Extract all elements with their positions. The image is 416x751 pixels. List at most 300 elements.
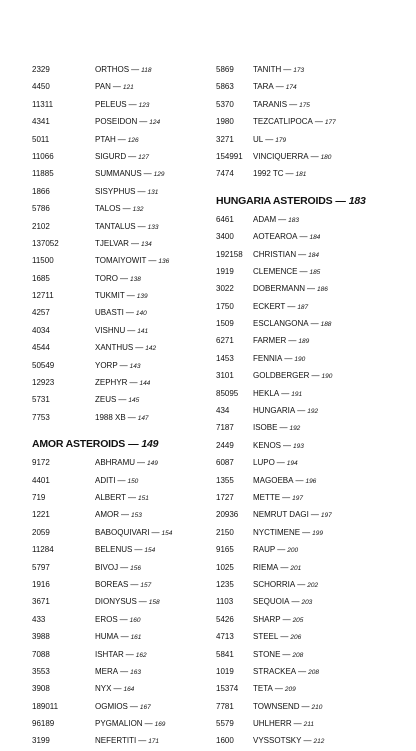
page-number: 208	[308, 668, 319, 676]
asteroid-name: VISHNU	[95, 325, 126, 335]
asteroid-number: 3400	[216, 232, 234, 242]
entry-dash: —	[120, 632, 129, 642]
asteroid-name: ZEPHYR	[95, 378, 128, 388]
asteroid-number: 20936	[216, 510, 239, 520]
page-number: 145	[128, 397, 140, 405]
entry-dash: —	[120, 562, 129, 572]
asteroid-name: SHARP	[253, 614, 281, 624]
page-number: 199	[312, 529, 323, 537]
asteroid-name: PELEUS	[95, 99, 127, 109]
index-entry	[32, 78, 202, 95]
page-number: 175	[299, 101, 310, 109]
index-entry	[32, 489, 202, 506]
asteroid-entry-text	[95, 96, 149, 114]
asteroid-entry-text	[253, 628, 301, 646]
page-number: 189	[298, 338, 310, 346]
asteroid-name: STEEL	[253, 632, 279, 642]
asteroid-name: ECKERT	[253, 301, 286, 311]
page-number: 126	[127, 136, 139, 144]
entry-dash: —	[280, 562, 289, 572]
page-number: 212	[313, 738, 325, 746]
entry-dash: —	[117, 475, 126, 485]
asteroid-entry-text	[95, 732, 159, 750]
asteroid-name: SUMMANUS	[95, 169, 142, 179]
index-entry	[216, 454, 396, 471]
page-number: 191	[291, 390, 303, 398]
asteroid-number: 1916	[32, 579, 50, 589]
asteroid-entry-text	[253, 211, 299, 229]
asteroid-name: AOTEAROA	[253, 232, 298, 242]
entry-dash: —	[119, 360, 128, 370]
asteroid-entry-text	[253, 298, 308, 316]
section-dash: —	[335, 194, 346, 207]
page-number: 139	[136, 293, 148, 301]
index-entry	[32, 200, 202, 217]
page-number: 194	[286, 460, 298, 468]
index-entry	[216, 367, 396, 384]
asteroid-number: 11066	[32, 151, 54, 161]
asteroid-number: 5797	[32, 562, 50, 572]
index-entry	[32, 131, 202, 148]
asteroid-entry-text	[253, 113, 336, 131]
entry-dash: —	[297, 406, 306, 416]
asteroid-number: 4257	[32, 308, 50, 318]
entry-dash: —	[282, 649, 291, 659]
index-entry	[216, 298, 396, 315]
asteroid-name: MAGOEBA	[253, 475, 294, 485]
asteroid-name: ISHTAR	[95, 649, 124, 659]
index-entry	[216, 732, 396, 749]
asteroid-name: CLEMENCE	[253, 266, 298, 276]
asteroid-number: 12923	[32, 378, 55, 388]
asteroid-name: YORP	[95, 360, 118, 370]
index-entry	[32, 391, 202, 408]
index-entry	[216, 628, 396, 645]
page-number: 141	[137, 327, 149, 335]
entry-dash: —	[274, 684, 283, 694]
asteroid-name: 1988 XB	[95, 412, 126, 422]
entry-dash: —	[128, 151, 137, 161]
index-entry	[216, 541, 396, 558]
page-number: 186	[317, 286, 328, 294]
asteroid-entry-text	[95, 339, 156, 357]
asteroid-name: UBASTI	[95, 308, 124, 318]
asteroid-number: 1866	[32, 186, 50, 196]
entry-dash: —	[288, 336, 297, 346]
asteroid-name: NEMRUT DAGI	[253, 510, 309, 520]
entry-dash: —	[287, 301, 296, 311]
entry-dash: —	[282, 614, 291, 624]
asteroid-entry-text	[253, 559, 301, 577]
entry-dash: —	[279, 423, 288, 433]
asteroid-entry-text	[95, 698, 151, 716]
asteroid-number: 4034	[32, 325, 50, 335]
asteroid-entry-text	[253, 419, 300, 437]
section-heading	[216, 183, 396, 211]
asteroid-name: ZEUS	[95, 395, 117, 405]
asteroid-number: 5869	[216, 65, 234, 74]
asteroid-entry-text	[253, 246, 319, 264]
asteroid-name: SEQUOIA	[253, 597, 290, 607]
asteroid-entry-text	[253, 315, 331, 333]
asteroid-number: 11311	[32, 99, 54, 109]
asteroid-name: PTAH	[95, 134, 116, 144]
index-entry	[216, 715, 396, 732]
index-entry	[32, 409, 202, 426]
page-number: 169	[154, 721, 166, 729]
index-entry	[32, 646, 202, 663]
asteroid-number: 1509	[216, 319, 234, 329]
asteroid-name: FENNIA	[253, 353, 283, 363]
asteroid-number: 1453	[216, 353, 234, 363]
asteroid-entry-text	[95, 78, 134, 96]
entry-dash: —	[284, 353, 293, 363]
page-number: 190	[294, 355, 306, 363]
entry-dash: —	[301, 701, 310, 711]
entry-dash: —	[311, 371, 320, 381]
asteroid-name: TORO	[95, 273, 118, 283]
page-number: 121	[122, 84, 134, 92]
entry-dash: —	[298, 249, 307, 259]
index-entry	[216, 350, 396, 367]
index-entry	[32, 506, 202, 523]
index-entry	[216, 211, 396, 228]
page-number: 177	[324, 119, 336, 127]
index-entry	[216, 663, 396, 680]
entry-dash: —	[119, 614, 128, 624]
asteroid-entry-text	[95, 357, 141, 375]
entry-dash: —	[137, 458, 146, 468]
asteroid-number: 154991	[216, 151, 243, 161]
asteroid-name: NYCTIMENE	[253, 527, 301, 537]
asteroid-entry-text	[95, 374, 150, 392]
asteroid-name: MERA	[95, 666, 119, 676]
entry-dash: —	[303, 736, 312, 746]
asteroid-entry-text	[95, 524, 172, 542]
asteroid-number: 5370	[216, 99, 234, 109]
entry-dash: —	[293, 719, 302, 729]
asteroid-entry-text	[95, 576, 151, 594]
entry-dash: —	[122, 204, 131, 214]
entry-dash: —	[275, 82, 284, 92]
page-number: 132	[132, 206, 144, 214]
entry-dash: —	[130, 238, 139, 248]
index-entry	[216, 228, 396, 245]
asteroid-entry-text	[253, 489, 303, 507]
asteroid-entry-text	[95, 391, 139, 409]
asteroid-name: TOMAIYOWIT	[95, 256, 147, 266]
asteroid-name: HUMA	[95, 632, 119, 642]
asteroid-number: 1103	[216, 597, 234, 607]
asteroid-name: METTE	[253, 492, 281, 502]
page-number: 179	[275, 136, 287, 144]
asteroid-entry-text	[253, 506, 332, 524]
index-entry	[32, 541, 202, 558]
asteroid-entry-text	[253, 96, 310, 114]
entry-dash: —	[310, 319, 319, 329]
asteroid-number: 5011	[32, 134, 50, 144]
asteroid-entry-text	[95, 680, 134, 698]
entry-dash: —	[291, 597, 300, 607]
asteroid-number: 7088	[32, 649, 50, 659]
entry-dash: —	[307, 284, 316, 294]
index-entry	[216, 646, 396, 663]
entry-dash: —	[299, 232, 308, 242]
asteroid-entry-text	[95, 322, 148, 340]
index-entry	[216, 559, 396, 576]
asteroid-name: UL	[253, 134, 264, 144]
page-number: 205	[292, 616, 304, 624]
page-number: 123	[138, 101, 150, 109]
index-entry	[32, 680, 202, 697]
entry-dash: —	[289, 99, 298, 109]
asteroid-name: ALBERT	[95, 492, 126, 502]
entry-dash: —	[139, 117, 148, 127]
asteroid-entry-text	[253, 541, 298, 559]
asteroid-number: 5579	[216, 719, 234, 729]
asteroid-name: VYSSOTSKY	[253, 736, 302, 746]
page-number: 154	[144, 547, 156, 555]
asteroid-entry-text	[95, 183, 158, 201]
asteroid-number: 5841	[216, 649, 234, 659]
asteroid-number: 1980	[216, 117, 234, 127]
index-entry	[32, 96, 202, 113]
asteroid-entry-text	[95, 287, 148, 305]
asteroid-name: OGMIOS	[95, 701, 128, 711]
index-entry	[32, 304, 202, 321]
page-number: 138	[129, 275, 141, 283]
page-number: 167	[139, 703, 151, 711]
page-number: 209	[284, 686, 296, 694]
asteroid-name: VINCIQUERRA	[253, 151, 309, 161]
asteroid-entry-text	[95, 148, 149, 166]
asteroid-number: 4341	[32, 117, 50, 127]
asteroid-name: KENOS	[253, 440, 282, 450]
page-number: 192	[289, 425, 301, 433]
entry-dash: —	[129, 378, 138, 388]
asteroid-entry-text	[95, 252, 169, 270]
asteroid-name: NEFERTITI	[95, 736, 137, 746]
asteroid-number: 2102	[32, 221, 50, 231]
entry-dash: —	[138, 597, 147, 607]
index-entry	[32, 576, 202, 593]
entry-dash: —	[282, 492, 291, 502]
asteroid-entry-text	[95, 628, 141, 646]
asteroid-entry-text	[253, 78, 297, 96]
asteroid-entry-text	[253, 280, 328, 298]
section-heading	[32, 426, 202, 454]
entry-dash: —	[310, 510, 319, 520]
index-entry	[32, 252, 202, 269]
asteroid-entry-text	[253, 61, 304, 79]
asteroid-entry-text	[95, 715, 165, 733]
page-number: 202	[307, 581, 319, 589]
asteroid-entry-text	[253, 472, 316, 490]
asteroid-name: POSEIDON	[95, 117, 138, 127]
index-entry	[216, 611, 396, 628]
page-number: 162	[135, 651, 147, 659]
entry-dash: —	[310, 151, 319, 161]
asteroid-number: 15374	[216, 684, 239, 694]
entry-dash: —	[129, 701, 138, 711]
asteroid-name: XANTHUS	[95, 343, 134, 353]
asteroid-number: 11885	[32, 169, 54, 179]
asteroid-entry-text	[253, 385, 302, 403]
index-entry	[216, 506, 396, 523]
entry-dash: —	[144, 719, 153, 729]
section-page-number: 183	[348, 194, 366, 207]
entry-dash: —	[125, 308, 134, 318]
entry-dash: —	[137, 186, 146, 196]
page-number: 140	[135, 310, 147, 318]
asteroid-name: BOREAS	[95, 579, 129, 589]
asteroid-entry-text	[95, 454, 158, 472]
index-entry	[216, 419, 396, 436]
index-entry	[216, 263, 396, 280]
asteroid-entry-text	[95, 113, 160, 131]
index-entry	[32, 322, 202, 339]
page-number: 160	[129, 616, 141, 624]
page-number: 163	[130, 668, 141, 676]
entry-dash: —	[138, 736, 147, 746]
entry-dash: —	[118, 395, 127, 405]
index-entry	[32, 611, 202, 628]
entry-dash: —	[298, 666, 307, 676]
asteroid-entry-text	[95, 61, 151, 79]
entry-dash: —	[112, 82, 121, 92]
asteroid-entry-text	[253, 698, 322, 716]
page-number: 131	[147, 188, 159, 196]
asteroid-number: 9172	[32, 458, 50, 468]
asteroid-entry-text	[253, 593, 312, 611]
entry-dash: —	[120, 666, 129, 676]
page-number: 188	[320, 321, 332, 329]
asteroid-number: 6087	[216, 458, 234, 468]
asteroid-name: TARANIS	[253, 99, 288, 109]
asteroid-name: RAUP	[253, 545, 276, 555]
index-entry	[32, 663, 202, 680]
asteroid-entry-text	[95, 559, 141, 577]
left-column	[32, 61, 202, 750]
page-number: 193	[293, 442, 304, 450]
asteroid-number: 2150	[216, 527, 234, 537]
page-number: 190	[321, 373, 333, 381]
page-number: 151	[137, 494, 149, 502]
asteroid-name: DOBERMANN	[253, 284, 306, 294]
asteroid-entry-text	[95, 409, 149, 427]
right-column	[216, 61, 396, 750]
page-number: 173	[293, 67, 305, 74]
index-entry	[216, 437, 396, 454]
asteroid-number: 3671	[32, 597, 50, 607]
entry-dash: —	[127, 412, 136, 422]
asteroid-name: TARA	[253, 82, 274, 92]
asteroid-name: TALOS	[95, 204, 121, 214]
entry-dash: —	[134, 545, 143, 555]
asteroid-number: 433	[32, 614, 46, 624]
asteroid-name: LUPO	[253, 458, 275, 468]
section-dash: —	[128, 438, 139, 451]
page-number: 171	[148, 738, 160, 746]
asteroid-entry-text	[253, 131, 286, 149]
asteroid-entry-text	[95, 218, 158, 236]
asteroid-number: 1600	[216, 736, 234, 746]
index-entry	[216, 472, 396, 489]
asteroid-entry-text	[95, 506, 142, 524]
asteroid-number: 1025	[216, 562, 234, 572]
entry-dash: —	[135, 343, 144, 353]
page-number: 196	[305, 477, 317, 485]
page-number: 127	[138, 153, 149, 161]
index-entry	[216, 113, 396, 130]
asteroid-name: CHRISTIAN	[253, 249, 297, 259]
entry-dash: —	[121, 510, 129, 520]
asteroid-name: DIONYSUS	[95, 597, 137, 607]
asteroid-name: HUNGARIA	[253, 406, 296, 416]
page-number: 161	[130, 634, 142, 642]
entry-dash: —	[281, 388, 290, 398]
index-entry	[32, 454, 202, 471]
asteroid-entry-text	[253, 437, 304, 455]
index-entry	[216, 96, 396, 113]
asteroid-entry-text	[253, 228, 320, 246]
entry-dash: —	[314, 117, 323, 127]
asteroid-number: 7187	[216, 423, 234, 433]
asteroid-name: TANTALUS	[95, 221, 136, 231]
entry-dash: —	[127, 325, 136, 335]
page-number: 124	[149, 119, 161, 127]
page-number: 164	[123, 686, 135, 694]
index-entry	[32, 628, 202, 645]
index-entry	[216, 315, 396, 332]
asteroid-entry-text	[253, 332, 309, 350]
asteroid-number: 3908	[32, 684, 50, 694]
asteroid-name: UHLHERR	[253, 719, 292, 729]
index-entry	[32, 61, 202, 78]
asteroid-number: 5426	[216, 614, 234, 624]
entry-dash: —	[148, 256, 157, 266]
page-number: 184	[309, 234, 321, 242]
asteroid-name: ADITI	[95, 475, 116, 485]
asteroid-name: 1992 TC	[253, 169, 284, 179]
asteroid-name: ESCLANGONA	[253, 319, 309, 329]
asteroid-number: 7753	[32, 412, 50, 422]
asteroid-name: HEKLA	[253, 388, 280, 398]
index-entry	[216, 576, 396, 593]
asteroid-entry-text	[253, 732, 324, 750]
asteroid-number: 434	[216, 406, 230, 416]
asteroid-entry-text	[253, 646, 303, 664]
asteroid-number: 3101	[216, 371, 234, 381]
asteroid-name: TOWNSEND	[253, 701, 300, 711]
page-number: 144	[139, 380, 151, 388]
index-entry	[32, 148, 202, 165]
page-number: 174	[285, 84, 297, 92]
index-entry	[216, 593, 396, 610]
asteroid-entry-text	[253, 367, 332, 385]
asteroid-entry-text	[253, 263, 320, 281]
index-entry	[32, 235, 202, 252]
asteroid-number: 5786	[32, 204, 50, 214]
asteroid-name: SIGURD	[95, 151, 127, 161]
entry-dash: —	[143, 169, 152, 179]
page-number: 206	[290, 634, 302, 642]
asteroid-number: 12711	[32, 291, 54, 301]
asteroid-entry-text	[95, 131, 139, 149]
asteroid-name: FARMER	[253, 336, 287, 346]
index-entry	[32, 270, 202, 287]
asteroid-entry-text	[253, 576, 318, 594]
